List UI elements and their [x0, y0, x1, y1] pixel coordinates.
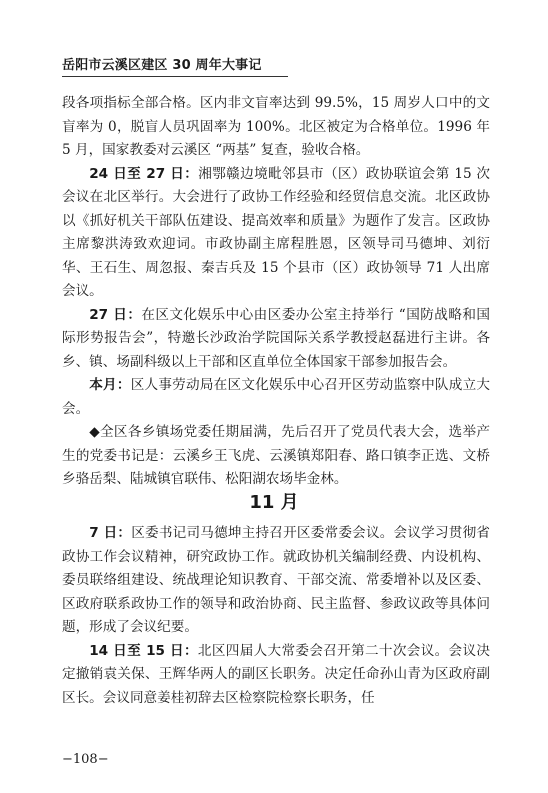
entry-text: 区委书记司马德坤主持召开区委常委会议。会议学习贯彻省政协工作会议精神，研究政协工作。就政协机关编制经费、内设机构、委员联络组建设、统战理论知识教育、干部交流、常委增补以及区委、区政府联系政协工作的领导和政治协商、民主监督、参政议政等具体问题，形成了会议纪要。 [62, 525, 490, 635]
entry-paragraph [62, 374, 490, 421]
entry-text: ◆全区各乡镇场党委任期届满，先后召开了党员代表大会，选举产生的党委书记是：云溪乡王飞虎、云溪镇郑阳春、路口镇李正选、文桥乡骆岳梨、陆城镇官联伟、松阳湖农场毕金林。 [62, 424, 490, 487]
entry-paragraph [62, 522, 490, 640]
entry-date: 本月： [89, 377, 131, 393]
bottom-text-block [62, 522, 490, 710]
entry-date: 27 日： [89, 306, 142, 323]
entry-date: 14 日至 15 日： [89, 642, 198, 659]
entry-text: 湘鄂赣边境毗邻县市（区）政协联谊会第 15 次会议在北区举行。大会进行了政协工作经验和经贸信息交流。北区政协以《抓好机关干部队伍建设、提高效率和质量》为题作了发言。区政协主席黎洪涛致欢迎词。市政协副主席程胜恩，区领导司马德坤、刘衍华、王石生、周忽报、秦吉兵及 15 个县市（区）政协领导 71 人出席会议。 [62, 165, 490, 299]
page-number: −108− [62, 752, 109, 767]
entry-date: 24 日至 27 日： [89, 165, 199, 182]
continuation-paragraph: 段各项指标全部合格。区内非文盲率达到 99.5%，15 周岁人口中的文盲率为 0，脱盲人员巩固率为 100%。北区被定为合格单位。1996 年 5 月，国家教委对云溪区 “两基” 复查，验收合格。 [62, 95, 490, 158]
month-heading: 11 月 [249, 492, 299, 513]
entry-text: 在区文化娱乐中心由区委办公室主持举行 “国防战略和国际形势报告会”，特邀长沙政治学院国际关系学教授赵磊进行主讲。各乡、镇、场副科级以上干部和区直单位全体国家干部参加报告会。 [62, 306, 490, 370]
entry-date: 7 日： [89, 525, 132, 541]
entry-paragraph [62, 304, 490, 375]
entry-text: 区人事劳动局在区文化娱乐中心召开区劳动监察中队成立大会。 [62, 377, 491, 417]
header-rule [62, 76, 288, 77]
entry-text: 北区四届人大常委会召开第二十次会议。会议决定撤销袁关保、王辉华两人的副区长职务。决定任命孙山青为区政府副区长。会议同意姜桂初辞去区检察院检察长职务，任 [62, 642, 490, 706]
entry-paragraph [62, 163, 490, 304]
entry-paragraph [62, 640, 490, 711]
entry-paragraph [62, 421, 490, 492]
running-header: 岳阳市云溪区建区 30 周年大事记 [62, 58, 262, 73]
top-text-block [62, 92, 490, 492]
